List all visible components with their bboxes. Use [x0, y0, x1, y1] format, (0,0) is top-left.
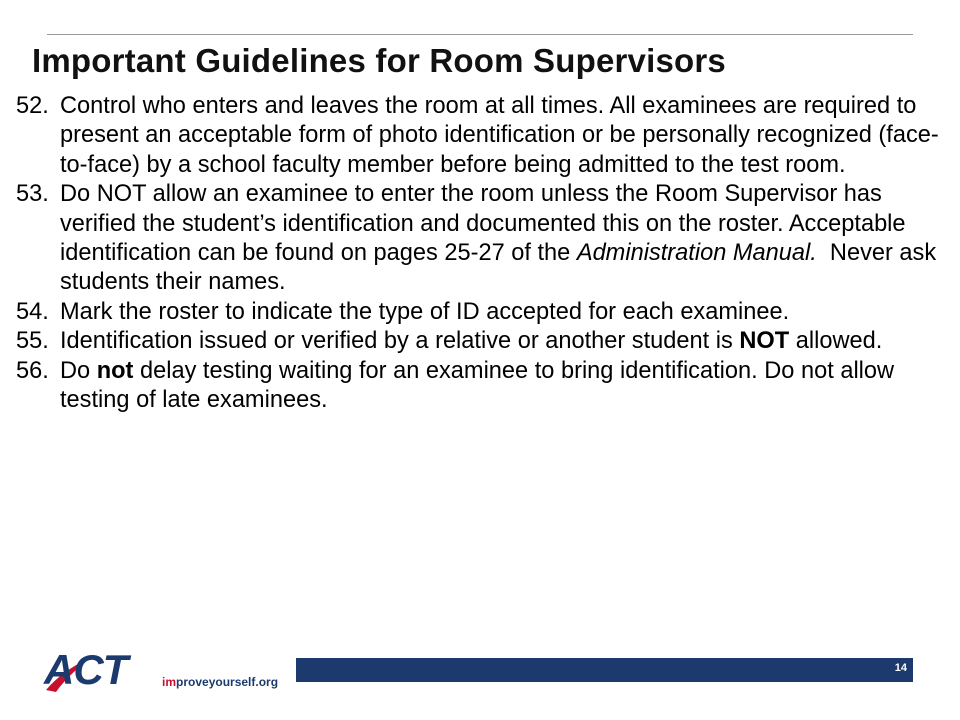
guideline-text-segment: Identification issued or verified by a relative or another student is — [60, 328, 740, 355]
guidelines-list — [16, 92, 946, 415]
guideline-text-segment: Do — [60, 357, 97, 384]
guideline-item — [16, 357, 946, 416]
logo-tagline — [162, 675, 278, 689]
guideline-text — [60, 180, 946, 298]
logo-tagline-prefix: im — [162, 675, 177, 689]
guideline-text — [60, 327, 946, 356]
guideline-number: 52. — [16, 93, 49, 119]
guideline-item — [16, 298, 946, 327]
guideline-text-segment: Never ask students their names. — [60, 240, 943, 296]
guideline-text-segment: NOT — [739, 328, 790, 355]
guideline-text-segment: Administration Manual. — [576, 240, 817, 267]
top-divider — [47, 34, 913, 35]
guideline-item — [16, 92, 946, 180]
guideline-text-segment: Do NOT allow an examinee to enter the room unless the Room Supervisor has verified the student’s identification and documented this on the roster. Acceptable identification can be found on pages 25-27 of the — [60, 181, 913, 267]
guideline-item — [16, 180, 946, 298]
guideline-number: 55. — [16, 328, 49, 355]
logo-tagline-rest: proveyourself.org — [176, 675, 279, 689]
guideline-text — [60, 92, 946, 180]
guideline-text-segment: Control who enters and leaves the room at all times. All examinees are required to present an acceptable form of photo identification or be personally recognized (face-to-face) by a school faculty member before being admitted to the test room. — [60, 93, 939, 178]
logo-wordmark: ACT — [44, 646, 128, 693]
guideline-text — [60, 357, 946, 416]
guideline-number: 54. — [16, 298, 49, 325]
slide-title: Important Guidelines for Room Supervisors — [32, 42, 726, 79]
guideline-text-segment: delay testing waiting for an examinee to bring identification. Do not allow testing of late examinees. — [60, 357, 901, 414]
act-logo — [44, 648, 284, 696]
page-number: 14 — [894, 662, 907, 674]
guideline-text-segment: allowed. — [789, 328, 883, 355]
footer-bar — [296, 658, 913, 682]
guideline-number: 53. — [16, 181, 49, 208]
guideline-item — [16, 327, 946, 356]
guideline-number: 56. — [16, 357, 49, 384]
guideline-text-segment: Mark the roster to indicate the type of ID accepted for each examinee. — [60, 298, 790, 325]
guideline-text-segment: not — [96, 357, 134, 384]
guideline-text — [60, 298, 946, 327]
